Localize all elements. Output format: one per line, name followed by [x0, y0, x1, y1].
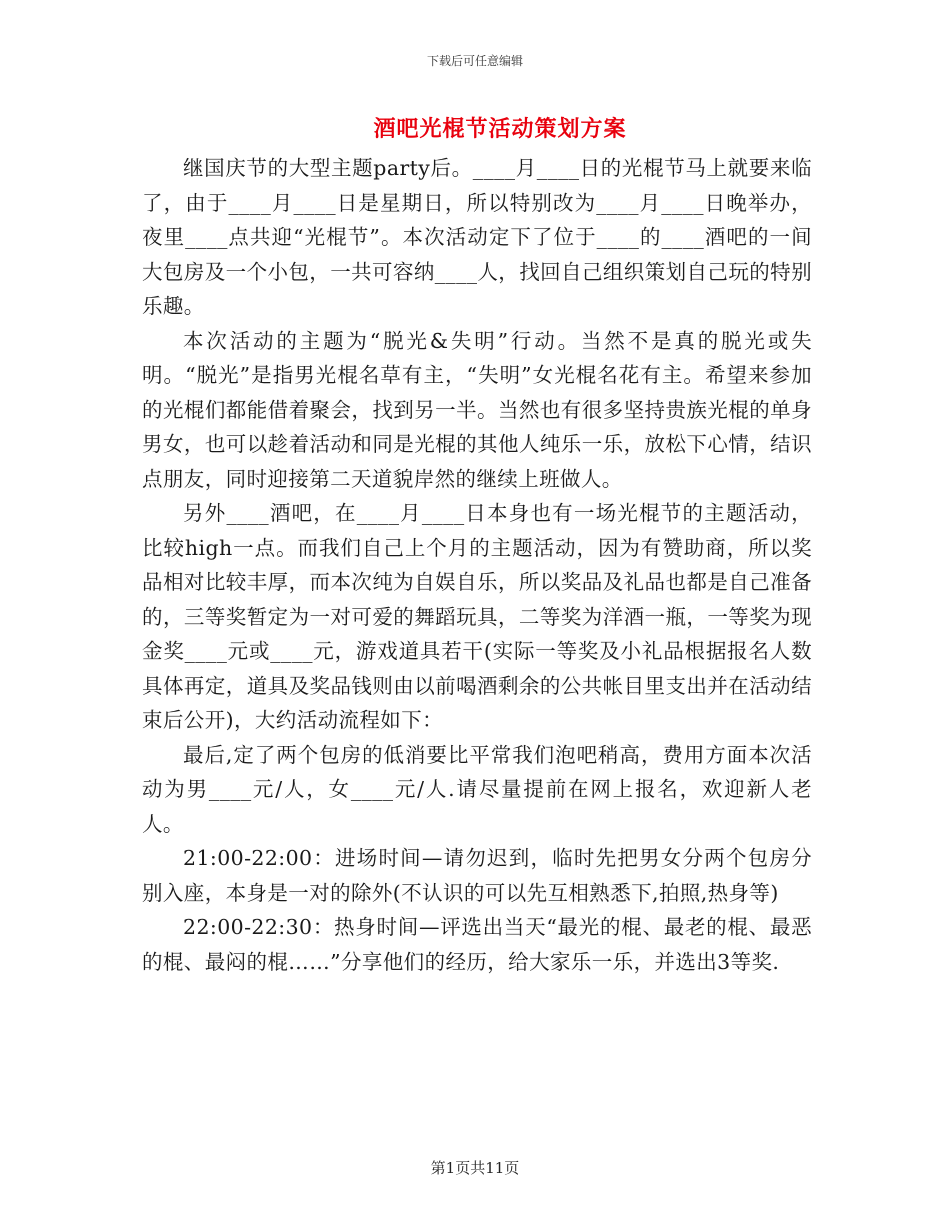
paragraph-fees: 最后,定了两个包房的低消要比平常我们泡吧稍高，费用方面本次活动为男____元/人，女____元/人.请尽量提前在网上报名，欢迎新人老人。 [142, 742, 812, 836]
page-number: 第1页共11页 [430, 1159, 520, 1177]
paragraph-schedule-entry: 21:00-22:00：进场时间—请勿迟到，临时先把男女分两个包房分别入座，本身是一对的除外(不认识的可以先互相熟悉下,拍照,热身等) [142, 846, 812, 905]
document-title: 酒吧光棍节活动策划方案 [373, 116, 627, 142]
paragraph-schedule-warmup: 22:00-22:30：热身时间—评选出当天“最光的棍、最老的棍、最恶的棍、最闷的棍……”分享他们的经历，给大家乐一乐，并选出3等奖. [142, 915, 812, 974]
document-body [142, 151, 812, 979]
paragraph-theme: 本次活动的主题为“脱光&失明”行动。当然不是真的脱光或失明。“脱光”是指男光棍名草有主，“失明”女光棍名花有主。希望来参加的光棍们都能借着聚会，找到另一半。当然也有很多坚持贵族光棍的单身男女，也可以趁着活动和同是光棍的其他人纯乐一乐，放松下心情，结识点朋友，同时迎接第二天道貌岸然的继续上班做人。 [142, 328, 812, 491]
paragraph-intro: 继国庆节的大型主题party后。____月____日的光棍节马上就要来临了，由于____月____日是星期日，所以特别改为____月____日晚举办，夜里____点共迎“光棍节”。本次活动定下了位于____的____酒吧的一间大包房及一个小包，一共可容纳____人，找回自己组织策划自己玩的特别乐趣。 [142, 156, 812, 318]
paragraph-prizes: 另外____酒吧，在____月____日本身也有一场光棍节的主题活动，比较high一点。而我们自己上个月的主题活动，因为有赞助商，所以奖品相对比较丰厚，而本次纯为自娱自乐，所以奖品及礼品也都是自己准备的，三等奖暂定为一对可爱的舞蹈玩具，二等奖为洋酒一瓶，一等奖为现金奖____元或____元，游戏道具若干(实际一等奖及小礼品根据报名人数具体再定，道具及奖品钱则由以前喝酒剩余的公共帐目里支出并在活动结束后公开)，大约活动流程如下： [142, 501, 812, 732]
page-header-note: 下载后可任意编辑 [426, 54, 523, 68]
